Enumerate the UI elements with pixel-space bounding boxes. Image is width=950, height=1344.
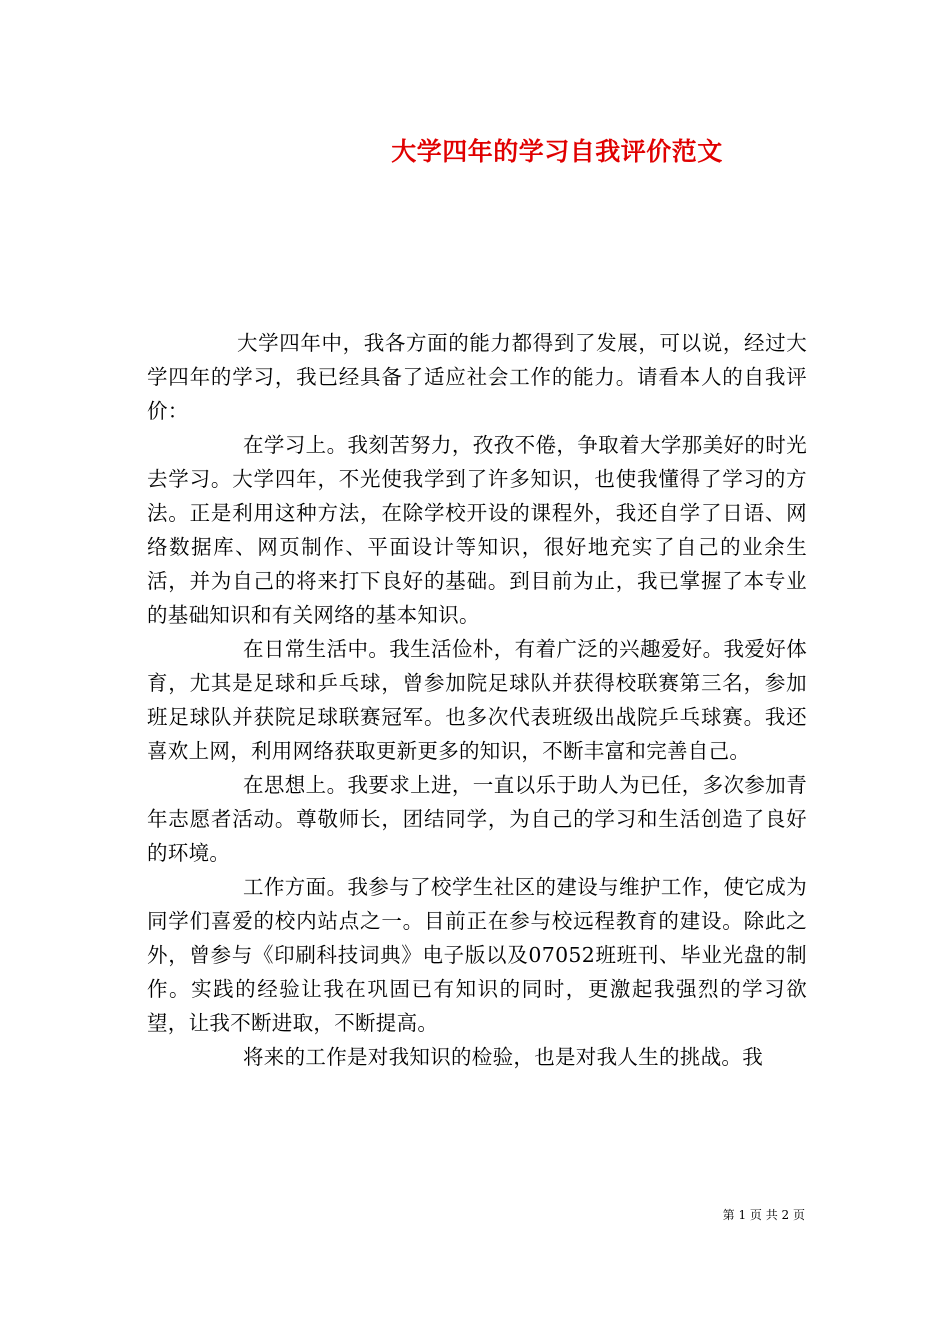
paragraph-future: 将来的工作是对我知识的检验，也是对我人生的挑战。我 — [243, 1045, 763, 1069]
paragraph-daily-life: 在日常生活中。我生活俭朴，有着广泛的兴趣爱好。我爱好体育，尤其是足球和乒乓球，曾参加院足球队并获得校联赛第三名，参加班足球队并获院足球联赛冠军。也多次代表班级出战院乒乓球赛。我还喜欢上网，利用网络获取更新更多的知识，不断丰富和完善自己。 — [147, 637, 807, 763]
document-title-text: 大学四年的学习自我评价范文 — [391, 137, 723, 166]
page-number-footer: 第 1 页 共 2 页 — [722, 1208, 805, 1222]
paragraph-thought: 在思想上。我要求上进，一直以乐于助人为已任，多次参加青年志愿者活动。尊敬师长，团结同学，为自己的学习和生活创造了良好的环境。 — [147, 773, 807, 865]
paragraph-work: 工作方面。我参与了校学生社区的建设与维护工作，使它成为同学们喜爱的校内站点之一。目前正在参与校远程教育的建设。除此之外，曾参与《印刷科技词典》电子版以及07052班班刊、毕业光盘的制作。实践的经验让我在巩固已有知识的同时，更激起我强烈的学习欲望，让我不断进取，不断提高。 — [147, 875, 807, 1035]
document-title — [0, 132, 950, 168]
document-body — [147, 326, 807, 1074]
paragraph-study: 在学习上。我刻苦努力，孜孜不倦，争取着大学那美好的时光去学习。大学四年，不光使我学到了许多知识，也使我懂得了学习的方法。正是利用这种方法，在除学校开设的课程外，我还自学了日语、网络数据库、网页制作、平面设计等知识，很好地充实了自己的业余生活，并为自己的将来打下良好的基础。到目前为止，我已掌握了本专业的基础知识和有关网络的基本知识。 — [147, 433, 807, 627]
paragraph-intro: 大学四年中，我各方面的能力都得到了发展，可以说，经过大学四年的学习，我已经具备了适应社会工作的能力。请看本人的自我评价： — [147, 331, 807, 423]
